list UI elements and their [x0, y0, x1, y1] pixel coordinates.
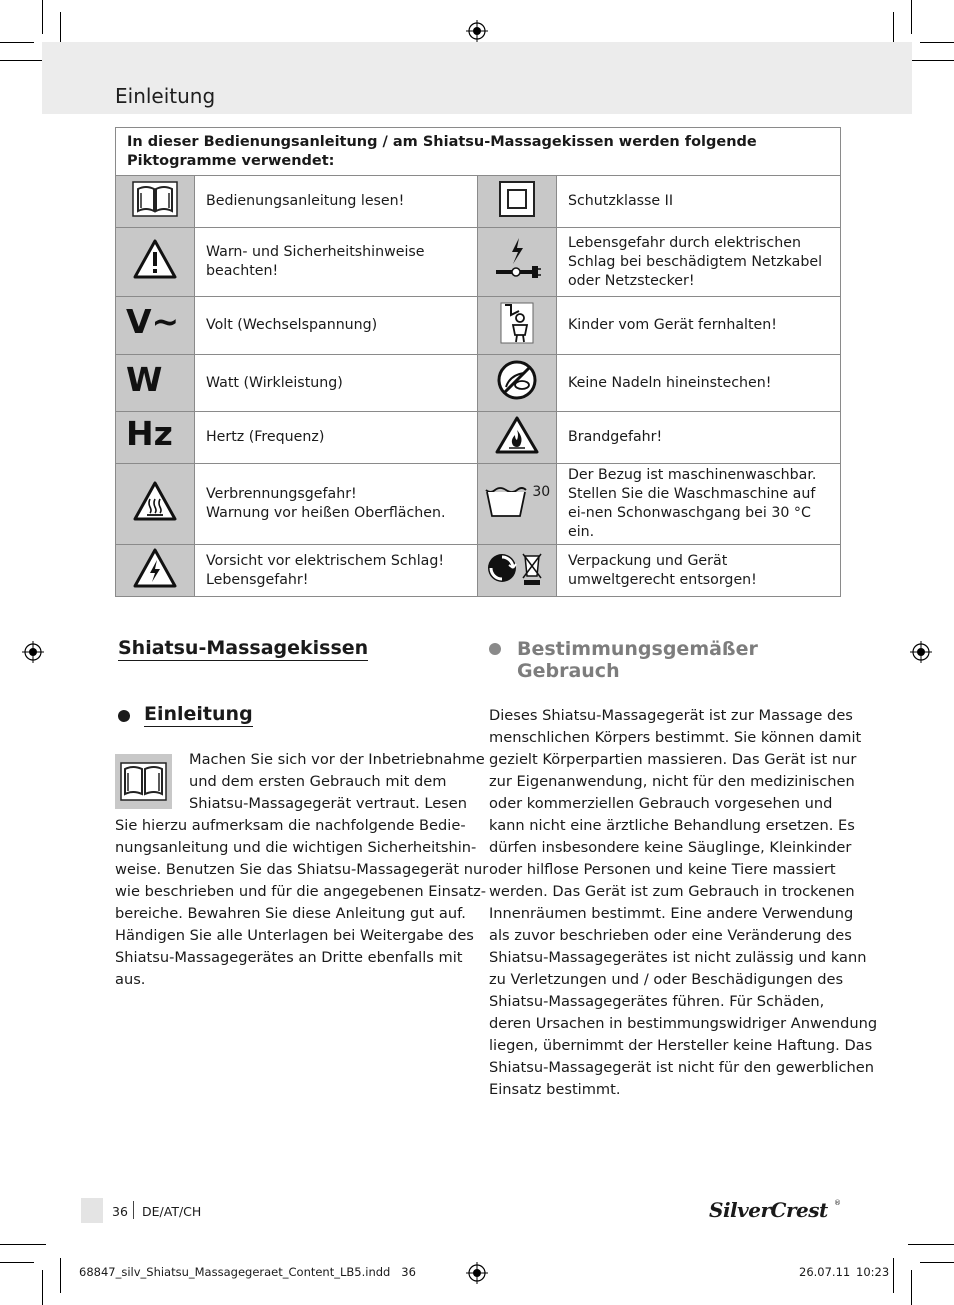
hertz-symbol: Hz: [126, 414, 173, 453]
text-line: Shiatsu-Massagegerät ist nicht für den gewerblichen: [489, 1059, 874, 1076]
text-line: Machen Sie sich vor der Inbetriebnahme: [189, 751, 485, 768]
text-line: und dem ersten Gebrauch mit dem: [189, 773, 447, 790]
picto-description: Volt (Wechselspannung): [195, 297, 478, 355]
text-line: deren Ursachen in bestimmungswidriger Anwendung: [489, 1015, 878, 1032]
text-line: Einsatz bestimmt.: [489, 1081, 621, 1098]
picto-description: Der Bezug ist maschinenwaschbar. Stellen Sie die Waschmaschine auf ei-nen Schonwaschgang bei 30 °C ein.: [557, 464, 841, 545]
electric-shock-warning-icon: [116, 545, 195, 597]
crop-mark: [908, 1244, 954, 1245]
text-line: zur Eigenanwendung, nicht für den medizinischen: [489, 773, 855, 790]
keep-children-away-icon: [478, 297, 557, 355]
text-line: Innenräumen bestimmt. Eine andere Verwendung: [489, 905, 854, 922]
section-title: Shiatsu-Massagekissen: [118, 637, 369, 659]
page-number: 36: [112, 1204, 128, 1219]
registration-mark-icon: [22, 641, 44, 663]
registration-mark-icon: [466, 1262, 488, 1284]
picto-description: Kinder vom Gerät fernhalten!: [557, 297, 841, 355]
text-line: zu Verletzungen und / oder Beschädigungen des: [489, 971, 844, 988]
print-date: 26.07.11: [799, 1265, 851, 1279]
crop-mark: [0, 60, 46, 61]
protection-class-ii-icon: [478, 176, 557, 228]
picto-description: Watt (Wirkleistung): [195, 355, 478, 412]
crop-mark: [60, 1258, 61, 1293]
text-line: weise. Benutzen Sie das Shiatsu-Massagegerät nur: [115, 861, 489, 878]
table-row: [116, 176, 841, 228]
heading-line: Gebrauch: [517, 660, 620, 682]
crop-mark: [893, 12, 894, 46]
text-line: nungsanleitung und die wichtigen Sicherheitshin-: [115, 839, 477, 856]
picto-description: Brandgefahr!: [557, 412, 841, 464]
recycling-disposal-icon: [478, 545, 557, 597]
damaged-cable-shock-icon: [478, 228, 557, 297]
crop-mark: [0, 42, 34, 43]
manual-book-icon: [115, 754, 172, 809]
crop-mark: [920, 1262, 954, 1263]
bullet-icon: [489, 643, 501, 655]
watt-icon: [116, 355, 195, 412]
text-line: aus.: [115, 971, 146, 988]
volt-ac-icon: [116, 297, 195, 355]
bullet-icon: [118, 710, 130, 722]
picto-description: Verbrennungsgefahr! Warnung vor heißen Oberflächen.: [195, 464, 478, 545]
picto-description: Verpackung und Gerät umweltgerecht entsorgen!: [557, 545, 841, 597]
table-row: [116, 228, 841, 297]
text-line: bereiche. Bewahren Sie diese Anleitung gut auf.: [115, 905, 466, 922]
table-row: [116, 464, 841, 545]
crop-mark: [911, 1270, 912, 1305]
crop-mark: [920, 42, 954, 43]
text-line: oder kommerziellen Gebrauch vorgesehen und: [489, 795, 833, 812]
crop-mark: [60, 12, 61, 46]
text-line: oder hilflose Personen und keine Tiere massiert: [489, 861, 836, 878]
crop-mark: [893, 1258, 894, 1293]
heading-line: Bestimmungsgemäßer: [517, 638, 758, 660]
crop-mark: [42, 1270, 43, 1305]
picto-description: Lebensgefahr durch elektrischen Schlag bei beschädigtem Netzkabel oder Netzstecker!: [557, 228, 841, 297]
section-heading: [517, 638, 758, 682]
table-row: [116, 297, 841, 355]
text-line: Dieses Shiatsu-Massagegerät ist zur Massage des: [489, 707, 853, 724]
picto-description: Schutzklasse II: [557, 176, 841, 228]
table-heading: In dieser Bedienungsanleitung / am Shiatsu-Massagekissen werden folgende Piktogramme verwendet:: [116, 128, 841, 176]
file-info: 68847_silv_Shiatsu_Massagegeraet_Content_LB5.indd 36: [79, 1265, 416, 1279]
text-line: Shiatsu-Massagegerätes ist nicht zulässig und kann: [489, 949, 867, 966]
text-line: Sie hierzu aufmerksam die nachfolgende Bedie-: [115, 817, 466, 834]
picto-description: Vorsicht vor elektrischem Schlag! Lebensgefahr!: [195, 545, 478, 597]
text-line: Händigen Sie alle Unterlagen bei Weitergabe des: [115, 927, 474, 944]
text-line: Shiatsu-Massagegerätes führen. Für Schäden,: [489, 993, 825, 1010]
page-title: Einleitung: [115, 84, 216, 108]
text-line: als zuvor beschrieben oder eine Veränderung des: [489, 927, 852, 944]
page-number-box: [81, 1198, 103, 1223]
table-row: [116, 545, 841, 597]
pictogram-table: [115, 127, 841, 597]
print-time: 10:23: [856, 1265, 890, 1279]
footer-divider: [133, 1201, 134, 1219]
registration-mark-icon: [466, 20, 488, 42]
crop-mark: [0, 1244, 46, 1245]
intro-paragraph-beside-icon: [189, 749, 485, 815]
subsection-title: Einleitung: [144, 703, 253, 725]
intro-paragraph: [115, 815, 488, 991]
brand-logo: SilverCrest: [709, 1198, 828, 1222]
hot-surface-warning-icon: [116, 464, 195, 545]
crop-mark: [0, 1262, 34, 1263]
table-header-row: [116, 128, 841, 176]
picto-description: Warn- und Sicherheitshinweise beachten!: [195, 228, 478, 297]
text-line: Shiatsu-Massagegerätes an Dritte ebenfalls mit: [115, 949, 463, 966]
text-line: menschlichen Körpers bestimmt. Sie können damit: [489, 729, 862, 746]
text-line: werden. Das Gerät ist zum Gebrauch in trockenen: [489, 883, 855, 900]
text-line: dürfen insbesondere keine Säuglinge, Kleinkinder: [489, 839, 852, 856]
wash-30-icon: [478, 464, 557, 545]
picto-description: Bedienungsanleitung lesen!: [195, 176, 478, 228]
no-needles-icon: [478, 355, 557, 412]
crop-mark: [908, 60, 954, 61]
text-line: liegen, übernimmt der Hersteller keine Haftung. Das: [489, 1037, 873, 1054]
usage-paragraph: [489, 705, 877, 1101]
registered-mark: ®: [834, 1199, 841, 1207]
crop-mark: [911, 0, 912, 34]
watt-symbol: W: [126, 359, 163, 399]
table-row: [116, 412, 841, 464]
manual-book-icon: [116, 176, 195, 228]
hertz-icon: [116, 412, 195, 464]
picto-description: Hertz (Frequenz): [195, 412, 478, 464]
text-line: wie beschrieben und für die angegebenen Einsatz-: [115, 883, 487, 900]
registration-mark-icon: [910, 641, 932, 663]
locale-label: DE/AT/CH: [142, 1204, 202, 1219]
text-line: kann nicht eine ärztliche Behandlung ersetzen. Es: [489, 817, 855, 834]
crop-mark: [42, 0, 43, 34]
volt-symbol: V~: [126, 302, 180, 341]
picto-description: Keine Nadeln hineinstechen!: [557, 355, 841, 412]
table-row: [116, 355, 841, 412]
fire-warning-icon: [478, 412, 557, 464]
warning-triangle-icon: [116, 228, 195, 297]
text-line: Shiatsu-Massagegerät vertraut. Lesen: [189, 795, 468, 812]
wash-temperature: 30: [532, 484, 551, 500]
text-line: gezielt Körperpartien massieren. Das Gerät ist nur: [489, 751, 857, 768]
